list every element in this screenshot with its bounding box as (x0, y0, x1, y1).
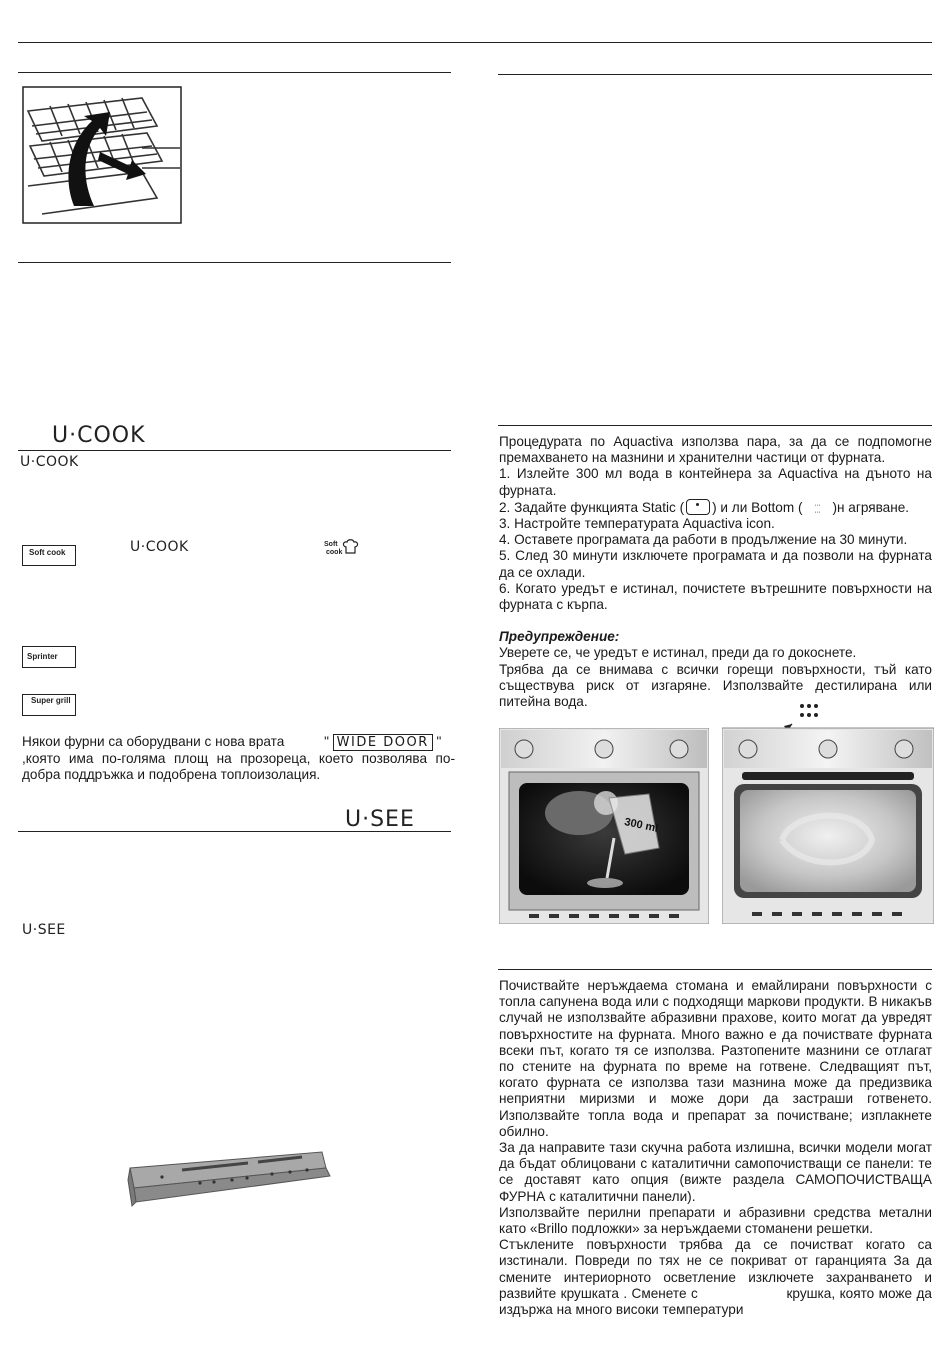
cleaning-paragraph-4: Стъклените повърхности трябва да се почистват когато са изстинали. Повреди по тях не се покриват от гаранцията За да смените интериорното осветление изключете захранването и развийте крушката . Сменете с крушка, която може да издържа на много високи температури (499, 1237, 936, 1318)
aquactiva-intro: Процедурата по Aquactiva използва пара, за да се подпомогне премахването на мазнини и хранителни частици от фурната. (499, 434, 932, 466)
wide-door-badge: WIDE DOOR (333, 734, 433, 751)
softcook-chef-hat-icon (324, 538, 364, 558)
aquactiva-instructions (499, 434, 932, 710)
usee-logo-large: U·SEE (345, 807, 415, 832)
wide-door-paragraph (22, 734, 455, 784)
usee-logo-small: U·SEE (22, 922, 66, 938)
ucook-logo-small: U·COOK (20, 454, 79, 470)
warning-text-2: Трябва да се внимава с всички горещи повърхности, тъй като съществува риск от изгаряне. Използвайте дестилирана или питейна вода. (499, 661, 932, 710)
aquactiva-step-6: 6. Когато уредът е истинал, почистете вътрешните повърхности на фурната с кърпа. (499, 580, 932, 613)
static-heating-icon (686, 499, 710, 515)
usee-section-rule (18, 831, 451, 832)
oven-water-pouring-photo (499, 728, 709, 924)
cleaning-instructions (499, 978, 936, 1318)
aquactiva-step-1: 1. Излейте 300 мл вода в контейнера за Aquactiva на дъното на фурната. (499, 466, 932, 498)
softcook-icon: Soft cook (22, 545, 76, 566)
left-section-rule-1 (18, 72, 451, 73)
left-section-rule-2 (18, 262, 451, 263)
aquactiva-step-5: 5. След 30 минути изключете програмата и да позволи на фурната да се охлади. (499, 548, 932, 580)
aquactiva-step-2: 2. Задайте функцията Static ( ) и ли Bottom ( ᐧᐧᐧ ᐧᐧᐧ )н агряване. (499, 499, 910, 517)
wide-door-quote-close: " (436, 734, 442, 749)
cleaning-paragraph-2: За да направите тази скучна работа излишна, всички модели могат да бъдат облицовани с каталитични самопочистващи се панели: те се доставят като опция (вижте раздела САМОПОЧИСТВАЩА ФУРНА с каталитични панели). (499, 1140, 932, 1204)
bottom-heating-icon: ᐧᐧᐧ ᐧᐧᐧ (814, 500, 821, 517)
warning-text-1: Уверете се, че уредът е истинал, преди да го докоснете. (499, 645, 857, 661)
page-top-rule (18, 42, 932, 43)
supergrill-icon: Super grill (22, 694, 76, 716)
shelf-removal-illustration (22, 86, 182, 224)
wide-door-quote-open: " (324, 734, 329, 749)
warning-title: Предупреждение: (499, 629, 620, 645)
wide-door-text-start: Някои фурни са оборудвани с нова врата (22, 734, 285, 749)
cleaning-paragraph-3: Използвайте перилни препарати и абразивни средства метални като «Brillo подложки» за неръждаеми стоманени решетки. (499, 1204, 932, 1237)
right-section-rule-2 (498, 425, 932, 426)
sprinter-icon: Sprinter (22, 646, 76, 668)
steam-drops-icon (800, 704, 818, 717)
right-section-rule-1 (498, 74, 932, 75)
measuring-jug-label: 300 ml (623, 816, 660, 835)
svg-text:Soft: Soft (324, 541, 338, 548)
aquactiva-step-4: 4. Оставете програмата да работи в продължение на 30 минути. (499, 532, 908, 548)
svg-text:cook: cook (326, 549, 343, 556)
ucook-section-rule (18, 450, 451, 451)
oven-steam-photo (722, 700, 934, 924)
cleaning-paragraph-1: Почиствайте неръждаема стомана и емайлирани повърхности с топла сапунена вода или с подходящи маркови продукти. В никакъв случай не използвайте абразивни прахове, които могат да увредят повърхностите на фурната. Много важно е да почиствате фурната всеки път, когато тя се използва. Разтопените мазнини се отлагат по стените на фурната по време на готвене. Следващият път, когато фурната се използва тази мазнина може да предизвика неприятни миризми и може дори да застраши готвенето. Използвайте топла вода и препарат за почистване; изплакнете обилно. (499, 978, 932, 1139)
grease-shield-illustration (122, 1150, 334, 1210)
ucook-logo-inline: U·COOK (130, 539, 189, 555)
aquactiva-step-3: 3. Настройте температурата Aquactiva icon. (499, 516, 775, 532)
wide-door-text-end: ,която има по-голяма площ на прозореца, което позволява по-добра поддръжка и подобрена топлоизолация. (22, 751, 455, 783)
ucook-logo-large: U·COOK (52, 423, 146, 448)
right-section-rule-3 (498, 969, 932, 970)
